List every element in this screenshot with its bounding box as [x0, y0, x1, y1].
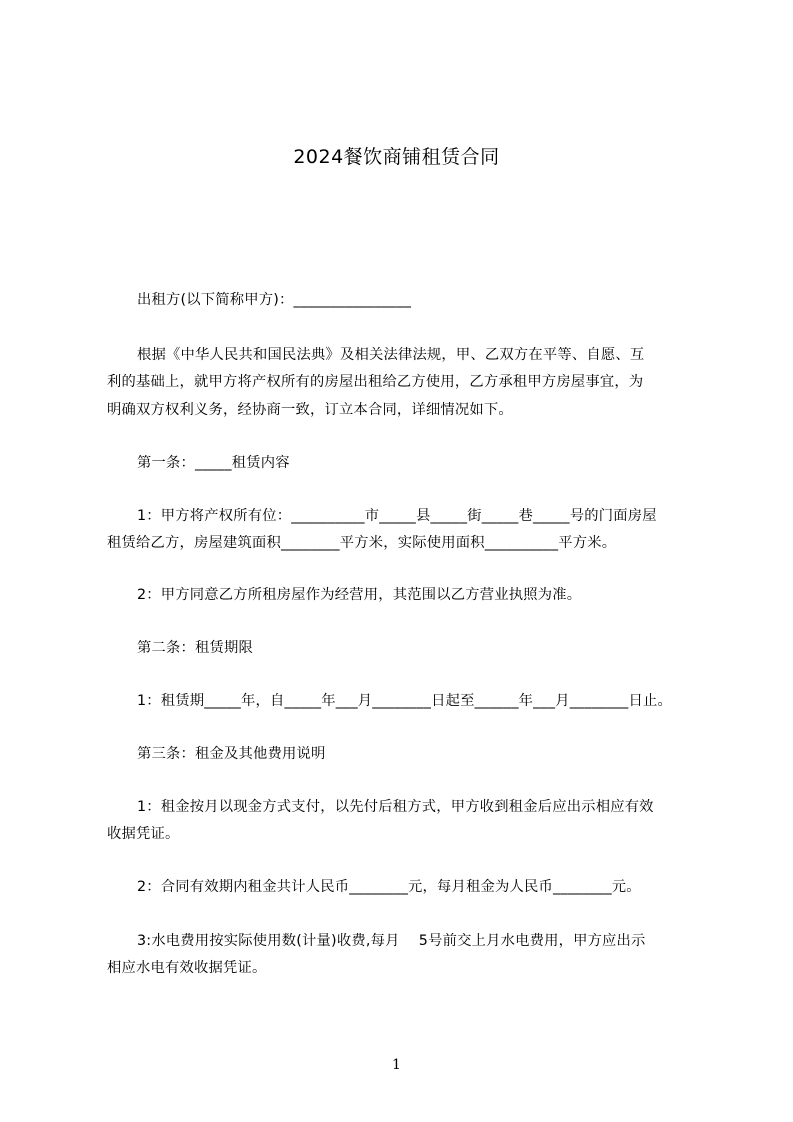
article-1-heading: 第一条：_____租赁内容	[137, 455, 290, 471]
article-1-clause-1-line-2: 租赁给乙方，房屋建筑面积________平方米，实际使用面积__________平方米。	[107, 535, 617, 551]
article-3-clause-3-line-2: 相应水电有效收据凭证。	[107, 960, 267, 976]
article-3-clause-1-line-2: 收据凭证。	[107, 826, 180, 842]
intro-line-1: 根据《中华人民共和国民法典》及相关法律法规，甲、乙双方在平等、自愿、互	[137, 347, 645, 363]
article-1-clause-1-line-1: 1：甲方将产权所有位：__________市_____县_____街_____巷_____号的门面房屋	[137, 508, 657, 524]
article-3-clause-2: 2：合同有效期内租金共计人民币________元，每月租金为人民币________元。	[137, 879, 641, 895]
article-1-clause-2: 2：甲方同意乙方所租房屋作为经营用，其范围以乙方营业执照为准。	[137, 587, 582, 603]
article-3-heading: 第三条：租金及其他费用说明	[137, 746, 326, 762]
article-3-clause-1-line-1: 1：租金按月以现金方式支付，以先付后租方式，甲方收到租金后应出示相应有效	[137, 799, 654, 815]
intro-line-3: 明确双方权利义务，经协商一致，订立本合同，详细情况如下。	[107, 402, 513, 418]
page-number: 1	[392, 1057, 401, 1073]
article-2-clause-1: 1：租赁期_____年，自_____年___月________日起至______年___月________日止。	[137, 693, 672, 709]
lessor-line: 出租方(以下简称甲方)：________________	[137, 292, 412, 308]
document-title: 2024餐饮商铺租赁合同	[293, 146, 500, 168]
intro-line-2: 利的基础上，就甲方将产权所有的房屋出租给乙方使用，乙方承租甲方房屋事宜，为	[107, 374, 644, 390]
article-2-heading: 第二条：租赁期限	[137, 640, 253, 656]
article-3-clause-3-line-1: 3:水电费用按实际使用数(计量)收费,每月 5号前交上月水电费用，甲方应出示	[137, 933, 646, 949]
